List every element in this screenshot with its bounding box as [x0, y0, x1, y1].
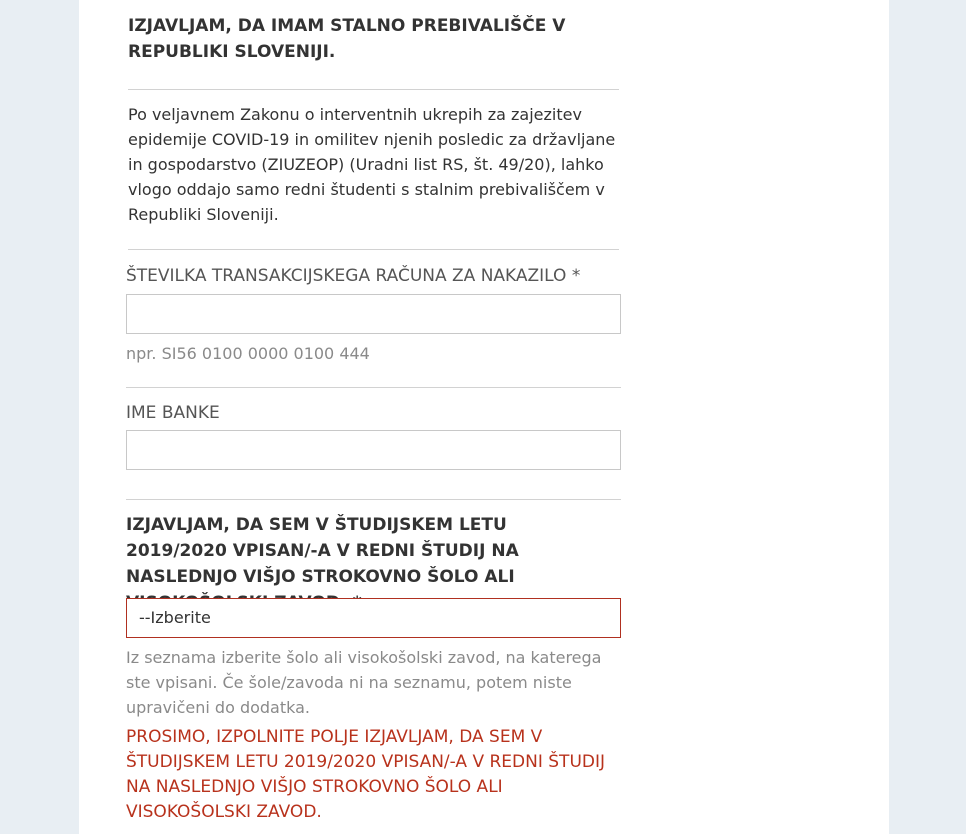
residence-explanation-block	[128, 102, 620, 227]
account-number-input[interactable]	[126, 294, 621, 334]
account-number-hint: npr. SI56 0100 0000 0100 444	[126, 344, 370, 363]
school-error-block	[126, 725, 616, 825]
school-select-value: --Izberite	[139, 608, 211, 627]
divider	[126, 387, 621, 388]
school-hint-block	[126, 645, 616, 720]
bank-name-label-block	[126, 401, 621, 425]
account-number-label-block	[126, 264, 621, 288]
residence-heading: IZJAVLJAM, DA IMAM STALNO PREBIVALIŠČE V REPUBLIKI SLOVENIJI.	[128, 16, 566, 62]
school-hint: Iz seznama izberite šolo ali visokošolski zavod, na katerega ste vpisani. Če šole/zavoda ni na seznamu, potem niste upravičeni do dodatka.	[126, 648, 602, 717]
school-select[interactable]	[126, 598, 621, 638]
bank-name-label: IME BANKE	[126, 403, 220, 423]
divider	[128, 89, 619, 90]
account-number-label: ŠTEVILKA TRANSAKCIJSKEGA RAČUNA ZA NAKAZILO *	[126, 266, 581, 286]
school-error-message: PROSIMO, IZPOLNITE POLJE IZJAVLJAM, DA SEM V ŠTUDIJSKEM LETU 2019/2020 VPISAN/-A V REDNI ŠTUDIJ NA NASLEDNJO VIŠJO STROKOVNO ŠOLO ALI VISOKOŠOLSKI ZAVOD.	[126, 727, 606, 822]
divider	[126, 499, 621, 500]
school-enrollment-label: IZJAVLJAM, DA SEM V ŠTUDIJSKEM LETU 2019/2020 VPISAN/-A V REDNI ŠTUDIJ NA NASLEDNJO VIŠJO STROKOVNO ŠOLO ALI	[126, 515, 519, 587]
bank-name-input[interactable]	[126, 430, 621, 470]
residence-declaration	[128, 13, 620, 65]
divider	[128, 249, 619, 250]
residence-explanation: Po veljavnem Zakonu o interventnih ukrepih za zajezitev epidemije COVID-19 in omilitev njenih posledic za državljane in gospodarstvo (ZIUZEOP) (Uradni list RS, št. 49/20), lahko vlogo oddajo samo redni študenti s stalnim prebivališčem v Republiki Sloveniji.	[128, 105, 616, 224]
account-number-hint-block	[126, 341, 621, 366]
form-page	[79, 0, 889, 834]
